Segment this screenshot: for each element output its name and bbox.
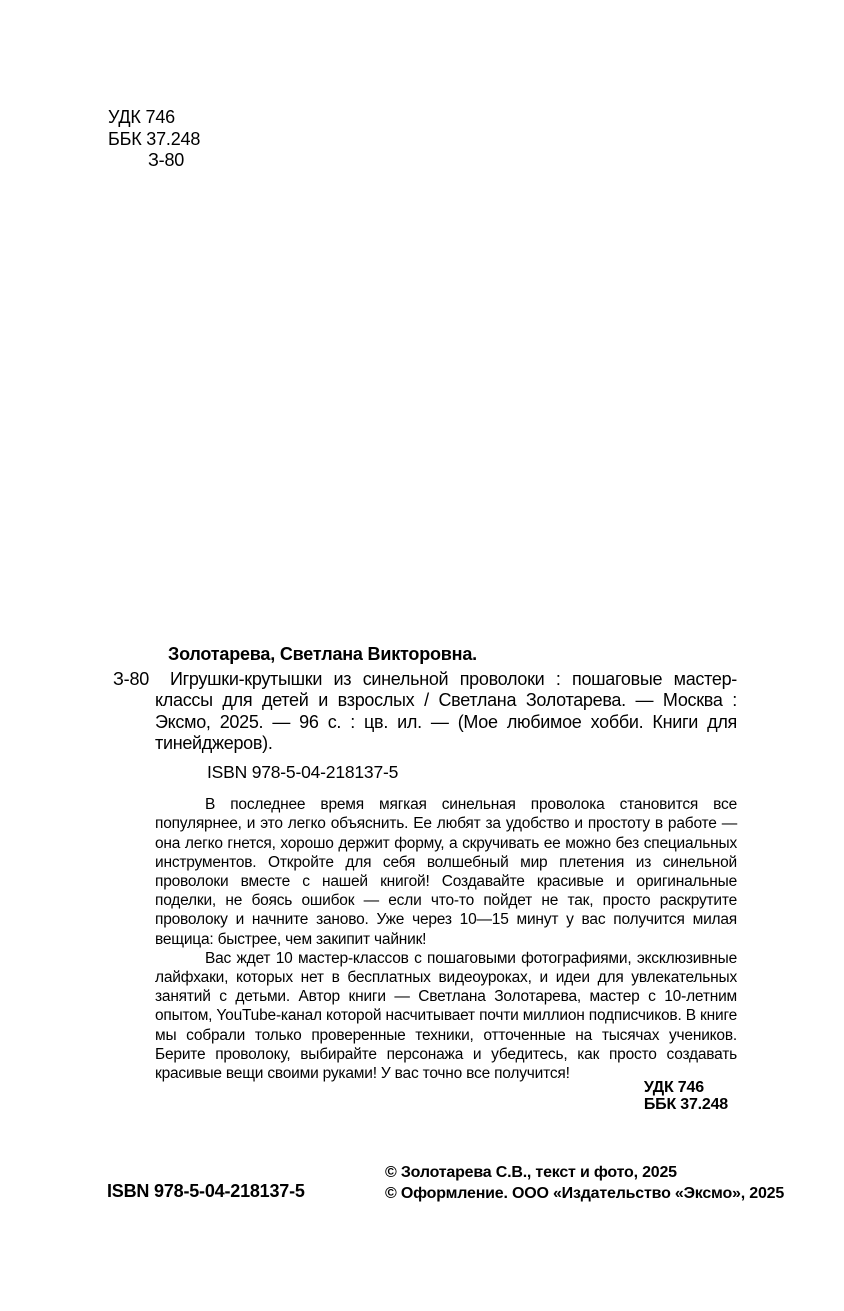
author-heading: Золотарева, Светлана Викторовна. — [168, 644, 477, 664]
catalog-card — [113, 643, 737, 1114]
footer-isbn: ISBN 978-5-04-218137-5 — [107, 1181, 305, 1201]
author-sign-top: З-80 — [148, 150, 185, 171]
copyright-publisher-line: © Оформление. ООО «Издательство «Эксмо», 2025 — [385, 1184, 785, 1202]
classification-footer-block — [644, 1079, 728, 1113]
isbn-line: ISBN 978-5-04-218137-5 — [207, 762, 399, 783]
bbk-code-top: ББК 37.248 — [108, 128, 201, 149]
bibliographic-description: Игрушки-крутышки из синельной проволоки : пошаговые мастер-классы для детей и взрослых / Светлана Золотарева. — Москва : Эксмо, 2025. — 96 с. : цв. ил. — (Мое любимое хобби. Книги для тинейджеров). — [155, 669, 737, 753]
udk-code-bottom: УДК 746 — [643, 1079, 704, 1097]
author-sign-margin: З-80 — [113, 669, 150, 689]
udk-code-top: УДК 746 — [108, 107, 175, 127]
copyright-author-line: © Золотарева С.В., текст и фото, 2025 — [385, 1164, 677, 1181]
bbk-code-bottom: ББК 37.248 — [643, 1096, 728, 1114]
annotation-paragraph-1: В последнее время мягкая синельная проволока становится все популярнее, и это легко объяснить. Ее любят за удобство и простоту в работе — она легко гнется, хорошо держит форму, а скручивать ее можно без специальных инструментов. Откройте для себя волшебный мир плетения из синельной проволоки вместе с нашей книгой! Создавайте красивые и оригинальные поделки, не боясь ошибок — если что-то пойдет не так, просто раскрутите проволоку и начните заново. Уже через 10—15 минут у вас получится милая вещица: быстрее, чем закипит чайник! — [155, 796, 737, 948]
copyright-block — [385, 1163, 784, 1204]
classification-header — [108, 107, 200, 172]
annotation-paragraph-2: Вас ждет 10 мастер-классов с пошаговыми фотографиями, эксклюзивные лайфхаки, которых нет в бесплатных видеоуроках, и идеи для увлекательных занятий с детьми. Автор книги — Светлана Золотарева, мастер с 10-летним опытом, YouTube-канал которой насчитывает почти миллион подписчиков. В книге мы собрали только проверенные техники, отточенные на тысячах учеников. Берите проволоку, выбирайте персонажа и убедитесь, как просто создавать красивые вещи своими руками! У вас точно все получится! — [155, 949, 737, 1083]
